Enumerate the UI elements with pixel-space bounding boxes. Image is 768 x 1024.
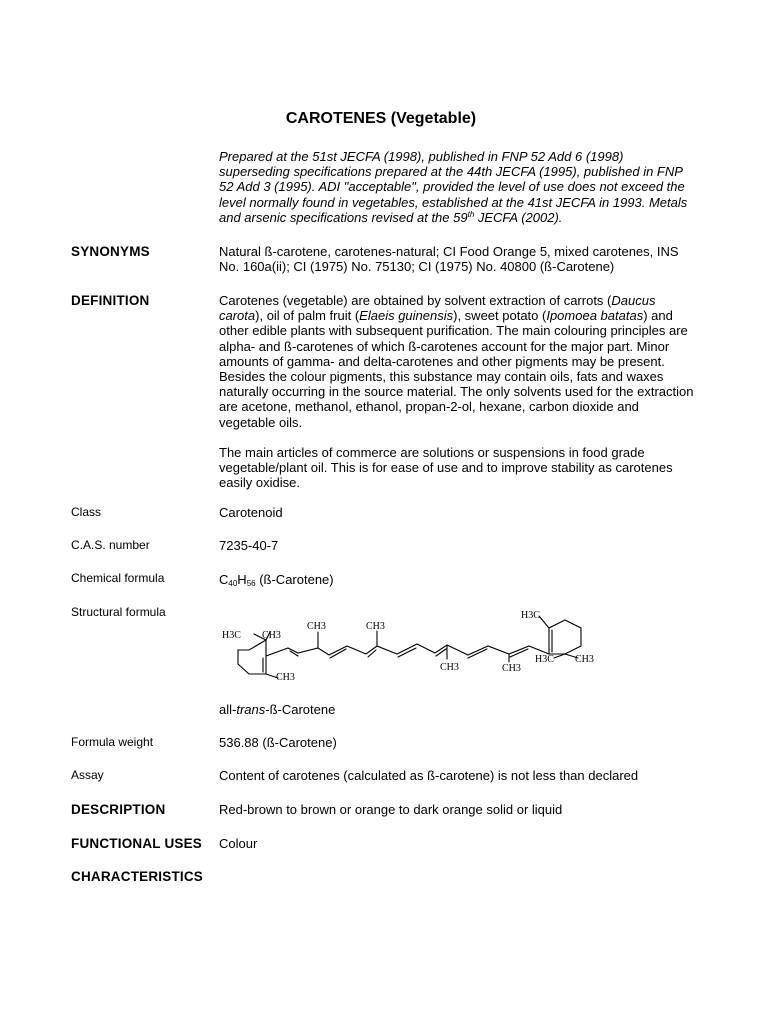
definition-paragraph-1: Carotenes (vegetable) are obtained by solvent extraction of carrots (Daucus carota), oil of palm fruit (Elaeis guinensis), sweet potato (Ipomoea batatas) and other edible plants with subsequent purification. The main colouring principles are alpha- and ß-carotenes of which ß-carotenes account for the major part. Minor amounts of gamma- and delta-carotenes and other pigments may be present. Besides the colour pigments, this substance may contain oils, fats and waxes naturally occurring in the source material. The only solvents used for the extraction are acetone, methanol, ethanol, propan-2-ol, hexane, carbon dioxide and vegetable oils.: [219, 293, 694, 430]
ch3-chain-2-label: CH3: [366, 621, 385, 632]
characteristics-heading: CHARACTERISTICS: [71, 869, 204, 884]
ch3-chain-3-label: CH3: [440, 662, 459, 673]
page-title: CAROTENES (Vegetable): [285, 110, 477, 127]
definition-body: [219, 293, 694, 490]
description-heading: DESCRIPTION: [71, 802, 166, 817]
ch3-left-top-label: CH3: [262, 630, 281, 641]
functional-uses-heading: FUNCTIONAL USES: [71, 836, 203, 851]
description-value: Red-brown to brown or orange to dark orange solid or liquid: [219, 802, 563, 817]
synonyms-heading: SYNONYMS: [71, 244, 150, 259]
formula-weight-value: 536.88 (ß-Carotene): [219, 735, 337, 750]
definition-heading: DEFINITION: [71, 293, 150, 308]
cas-label: C.A.S. number: [71, 538, 150, 552]
h3c-right-bottom-label: H3C: [535, 654, 554, 665]
chemical-formula-value: $C_{40}H_{56}$ (ß-Carotene): [219, 572, 334, 588]
beta-carotene-structure-diagram: [218, 606, 608, 686]
h3c-right-top-label: H3C: [521, 610, 540, 621]
ch3-left-bottom-label: CH3: [276, 672, 295, 683]
preparation-note: Prepared at the 51st JECFA (1998), published in FNP 52 Add 6 (1998) superseding specifications prepared at the 44th JECFA (1995), published in FNP 52 Add 3 (1995). ADI "acceptable", provided the level of use does not exceed the level normally found in vegetables, established at the 41st JECFA in 1993. Metals and arsenic specifications revised at the 59th JECFA (2002).: [219, 149, 688, 225]
ordinal-superscript: th: [467, 209, 475, 219]
cas-value: 7235-40-7: [219, 538, 279, 553]
h3c-left-label: H3C: [222, 630, 241, 641]
definition-paragraph-2: The main articles of commerce are solutions or suspensions in food grade vegetable/plant oil. This is for ease of use and to improve stability as carotenes easily oxidise.: [219, 444, 673, 491]
class-label: Class: [71, 505, 102, 519]
formula-weight-label: Formula weight: [71, 735, 154, 749]
class-value: Carotenoid: [219, 505, 283, 520]
structure-caption: all-trans-ß-Carotene: [219, 702, 336, 717]
assay-label: Assay: [71, 768, 104, 782]
structure-svg: [218, 606, 608, 686]
assay-value: Content of carotenes (calculated as ß-carotene) is not less than declared: [219, 768, 639, 783]
synonyms-text: Natural ß-carotene, carotenes-natural; CI Food Orange 5, mixed carotenes, INS No. 160a(ii); CI (1975) No. 75130; CI (1975) No. 40800 (ß-Carotene): [219, 244, 679, 275]
functional-uses-value: Colour: [219, 836, 258, 851]
structural-formula-label: Structural formula: [71, 605, 166, 619]
ch3-chain-1-label: CH3: [307, 621, 326, 632]
chemical-formula-label: Chemical formula: [71, 571, 165, 585]
ch3-chain-4-label: CH3: [502, 663, 521, 674]
ch3-right-label: CH3: [575, 654, 594, 665]
